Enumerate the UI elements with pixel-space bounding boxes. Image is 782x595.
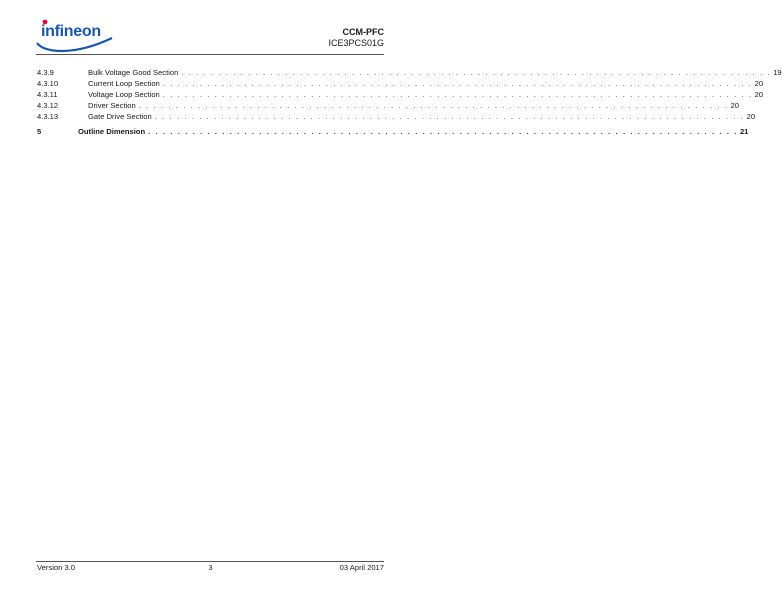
toc-entry[interactable] [37, 67, 782, 78]
toc-dot-leader: . . . . . . . . . . . . . . . . . . . . . . . . . . . . . . . . . . . . . . . . . . . . . . . . . . . . . . . . . . . . . . . . . . . . . . . . . . . . . . . . [138, 101, 729, 110]
toc-entry-number: 5 [37, 127, 42, 136]
footer-date: 03 April 2017 [339, 563, 384, 572]
toc-entry-page: 20 [730, 101, 739, 110]
toc-dot-leader: . . . . . . . . . . . . . . . . . . . . . . . . . . . . . . . . . . . . . . . . . . . . . . . . . . . . . . . . . . . . . . . . . . . . . . . . . . . . . . . . [181, 68, 772, 77]
toc-entry[interactable] [37, 126, 749, 137]
infineon-logo [34, 16, 116, 54]
toc-entry-page: 21 [739, 127, 749, 136]
toc-entry-number: 4.3.9 [37, 68, 54, 77]
toc-entry-page: 20 [754, 90, 764, 99]
toc-dot-leader: . . . . . . . . . . . . . . . . . . . . . . . . . . . . . . . . . . . . . . . . . . . . . . . . . . . . . . . . . . . . . . . . . . . . . . . . . . . . . . . . [162, 90, 753, 99]
toc-entry-number: 4.3.10 [37, 79, 59, 88]
toc-entry-title: Driver Section [88, 101, 136, 110]
logo-text: infineon [41, 23, 101, 40]
toc-dot-leader: . . . . . . . . . . . . . . . . . . . . . . . . . . . . . . . . . . . . . . . . . . . . . . . . . . . . . . . . . . . . . . . . . . . . . . . . . . . . . . . . [154, 112, 745, 121]
footer-divider [36, 561, 384, 562]
toc-entry-page: 20 [754, 79, 764, 88]
toc-entry-number: 4.3.13 [37, 112, 59, 121]
toc-entry-title: Current Loop Section [88, 79, 160, 88]
toc-entry-title: Outline Dimension [78, 127, 146, 136]
toc-dot-leader: . . . . . . . . . . . . . . . . . . . . . . . . . . . . . . . . . . . . . . . . . . . . . . . . . . . . . . . . . . . . . . . . . . . . . . . . . . . . . . . . [148, 127, 738, 136]
toc-entry[interactable] [37, 89, 764, 100]
document-header [328, 26, 384, 49]
toc-entry[interactable] [37, 78, 764, 89]
toc-entry-page: 19 [773, 68, 782, 77]
part-number: ICE3PCS01G [328, 38, 384, 48]
toc-entry[interactable] [37, 111, 756, 122]
toc-entry[interactable] [37, 100, 739, 111]
footer-page-number: 3 [208, 563, 213, 572]
table-of-contents [37, 67, 782, 137]
toc-entry-title: Bulk Voltage Good Section [88, 68, 179, 77]
toc-entry-page: 20 [746, 112, 756, 121]
toc-entry-number: 4.3.12 [37, 101, 59, 110]
header-divider [36, 54, 384, 55]
toc-entry-number: 4.3.11 [37, 90, 58, 99]
toc-entry-title: Gate Drive Section [88, 112, 152, 121]
page-footer [37, 563, 384, 573]
toc-entry-title: Voltage Loop Section [88, 90, 160, 99]
document-title: CCM-PFC [342, 27, 384, 37]
footer-version: Version 3.0 [37, 563, 75, 572]
toc-dot-leader: . . . . . . . . . . . . . . . . . . . . . . . . . . . . . . . . . . . . . . . . . . . . . . . . . . . . . . . . . . . . . . . . . . . . . . . . . . . . . . . . [162, 79, 753, 88]
